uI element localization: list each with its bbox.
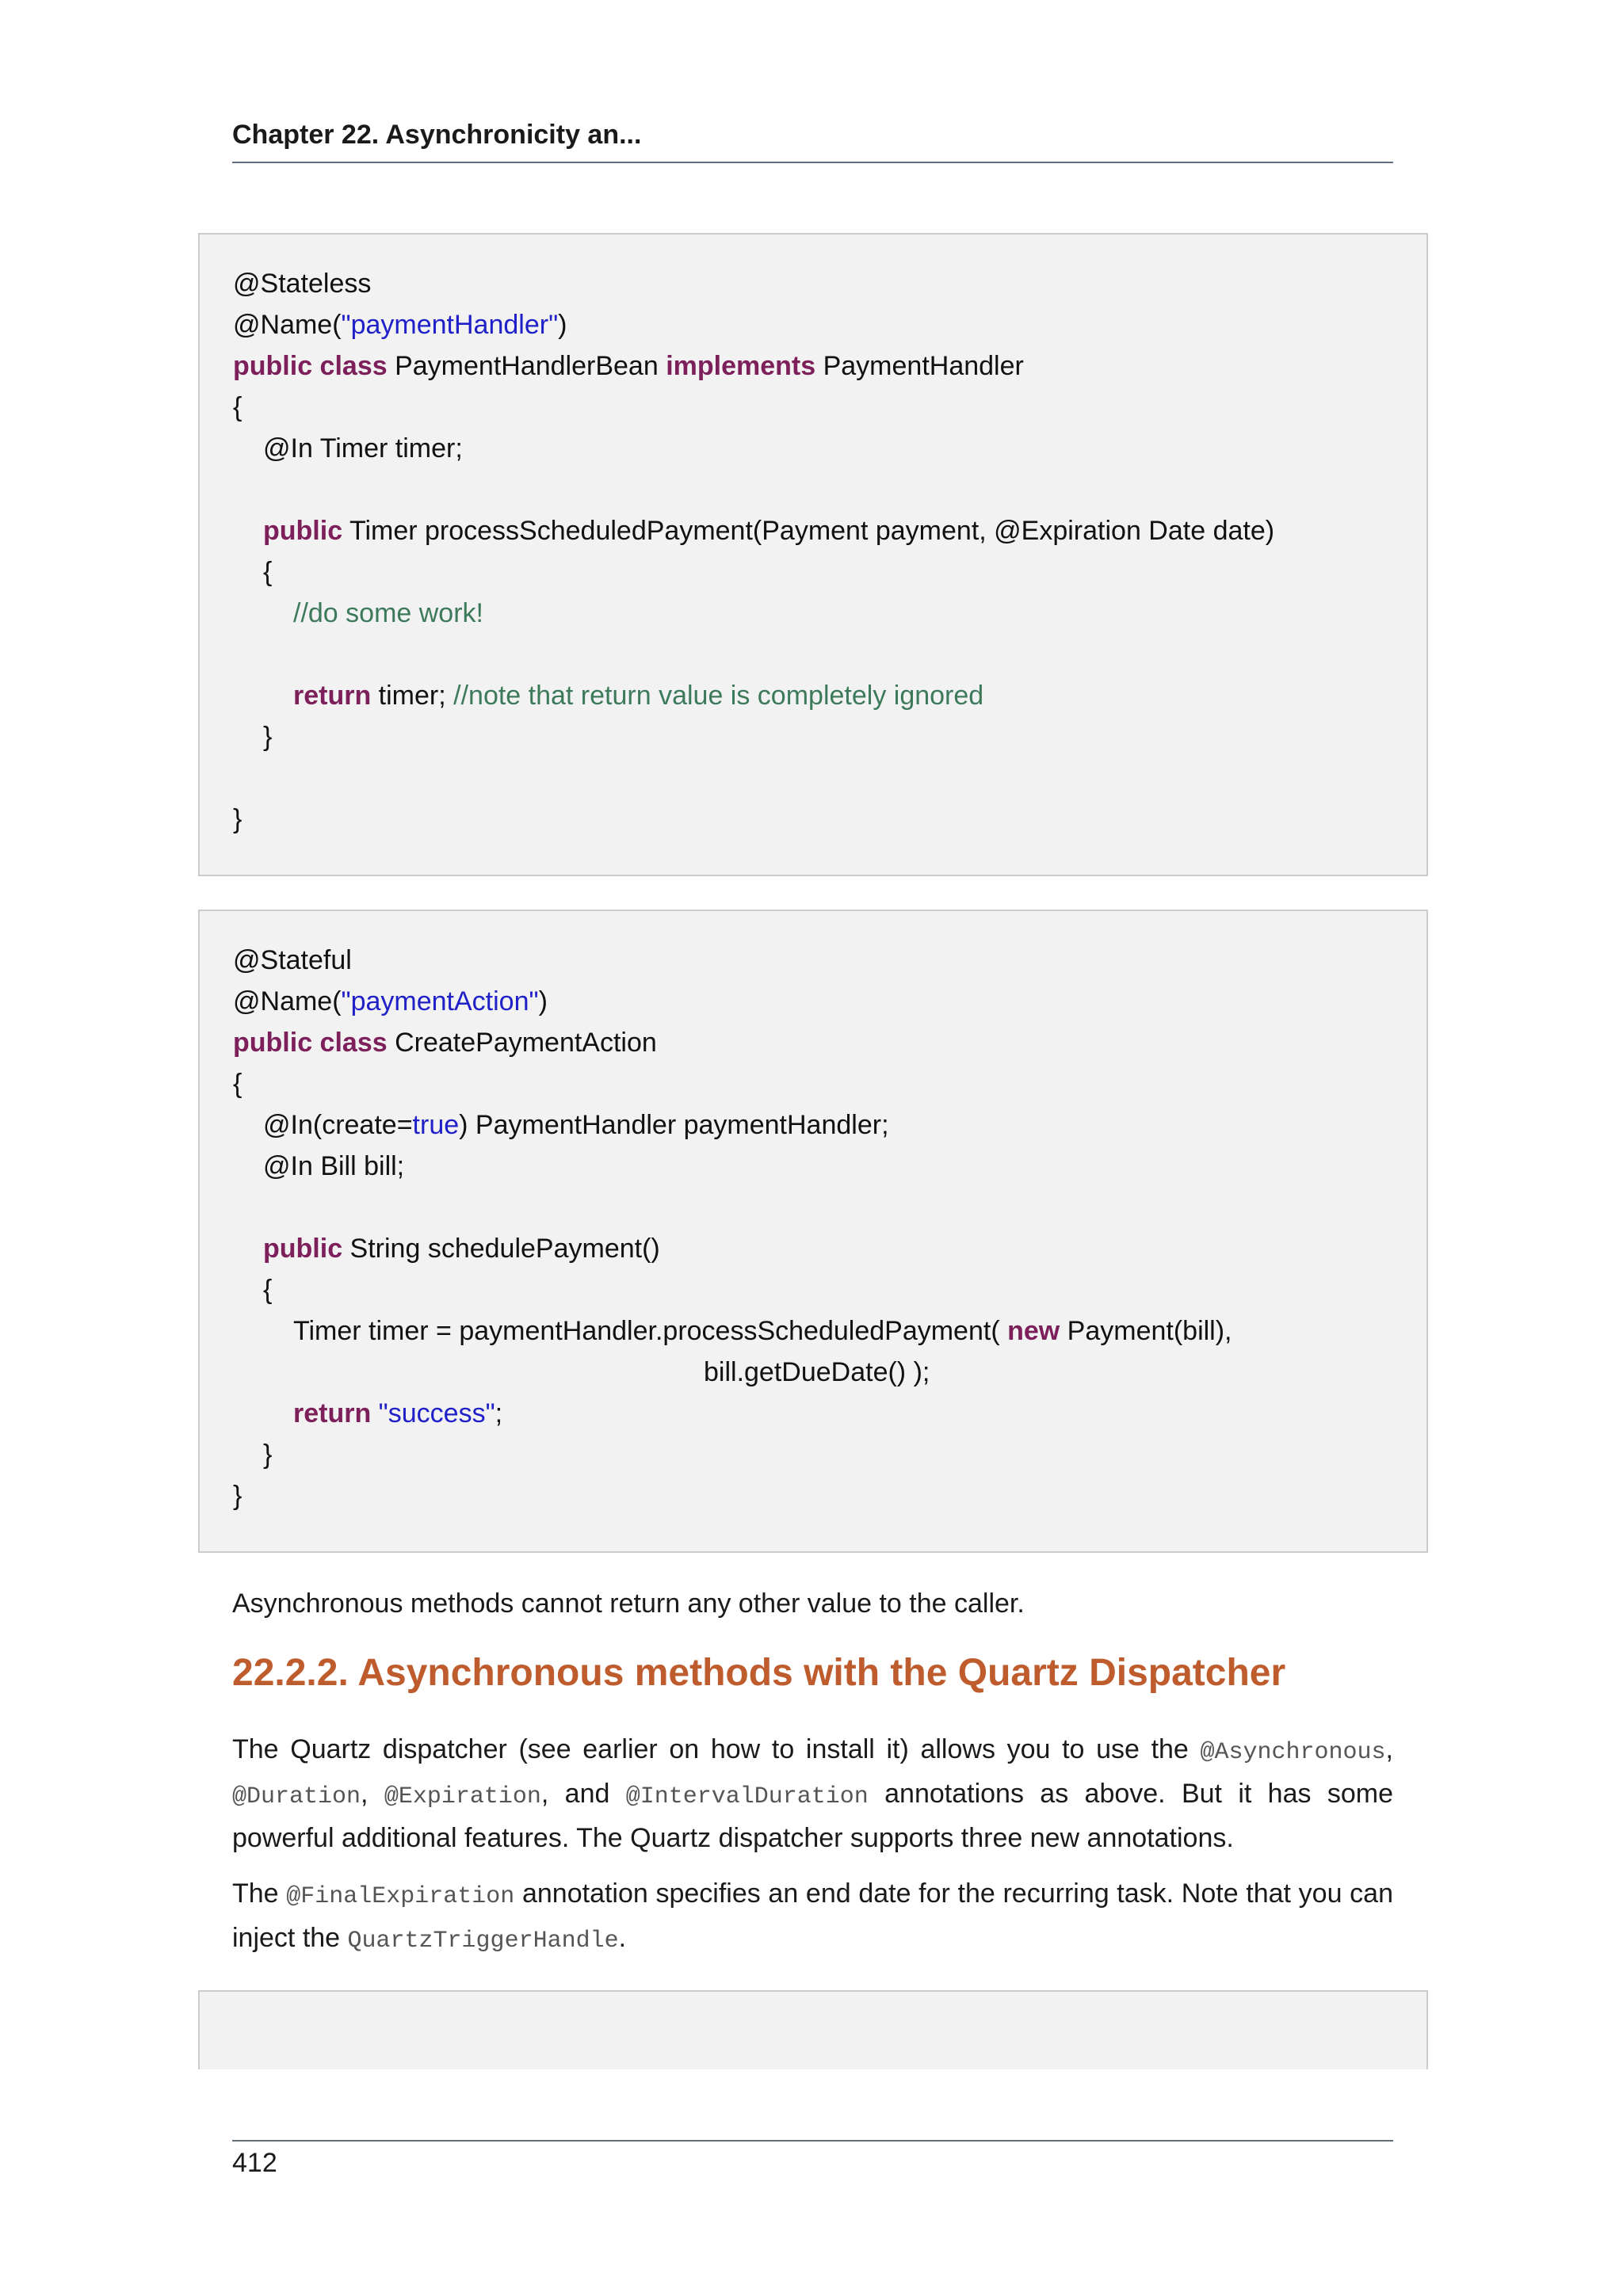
code-line: { — [263, 557, 273, 587]
code-block-continued — [198, 1990, 1428, 2069]
code-line: } — [233, 1481, 242, 1511]
code-expiration: @Expiration — [384, 1783, 541, 1810]
code-line: { — [233, 1069, 242, 1099]
code-line: public class CreatePaymentAction — [233, 1028, 657, 1058]
code-line: } — [263, 722, 273, 752]
code-interval-duration: @IntervalDuration — [625, 1783, 869, 1810]
code-line: public String schedulePayment() — [263, 1234, 660, 1264]
chapter-title: Chapter 22. Asynchronicity an... — [232, 120, 642, 150]
section-heading: 22.2.2. Asynchronous methods with the Quartz Dispatcher — [232, 1652, 1286, 1694]
code-line: { — [233, 392, 242, 422]
code-line: public class PaymentHandlerBean implements PaymentHandler — [233, 351, 1024, 381]
code-block-stateful — [198, 910, 1428, 1553]
code-line: Timer timer = paymentHandler.processScheduledPayment( new Payment(bill), — [293, 1316, 1232, 1346]
running-header — [232, 116, 1393, 163]
paragraph-quartz-intro: The Quartz dispatcher (see earlier on how to install it) allows you to use the @Asynchronous, @Duration, @Expiration, and @IntervalDuration annotations as above. But it has some powerful additional features. The Quartz dispatcher supports three new annotations. — [232, 1734, 1393, 1853]
code-line: } — [263, 1440, 273, 1470]
footer-rule — [232, 2140, 1393, 2142]
code-line: @Name("paymentHandler") — [233, 310, 567, 340]
code-line: //do some work! — [293, 598, 483, 628]
code-line: { — [263, 1275, 273, 1305]
code-asynchronous: @Asynchronous — [1200, 1739, 1386, 1766]
code-line: return timer; //note that return value is completely ignored — [293, 681, 984, 711]
code-final-expiration: @FinalExpiration — [286, 1883, 515, 1910]
code-block-stateless — [198, 233, 1428, 876]
code-line: @Stateful — [233, 945, 352, 975]
code-line: @In Bill bill; — [263, 1151, 405, 1181]
code-line: @In Timer timer; — [263, 433, 463, 463]
code-line: public Timer processScheduledPayment(Payment payment, @Expiration Date date) — [263, 516, 1275, 546]
code-line: @Name("paymentAction") — [233, 986, 548, 1016]
code-line: return "success"; — [293, 1398, 503, 1428]
code-duration: @Duration — [232, 1783, 361, 1810]
paragraph-final-expiration: The @FinalExpiration annotation specifies an end date for the recurring task. Note that you can inject the QuartzTriggerHandle. — [232, 1878, 1393, 1955]
code-quartz-trigger-handle: QuartzTriggerHandle — [347, 1928, 619, 1955]
code-line: @Stateless — [233, 269, 372, 299]
code-line: } — [233, 804, 242, 834]
code-line: bill.getDueDate() ); — [704, 1357, 930, 1387]
code-line: @In(create=true) PaymentHandler paymentHandler; — [263, 1110, 889, 1140]
paragraph-async-return: Asynchronous methods cannot return any other value to the caller. — [232, 1589, 1025, 1619]
page-number: 412 — [232, 2148, 277, 2178]
